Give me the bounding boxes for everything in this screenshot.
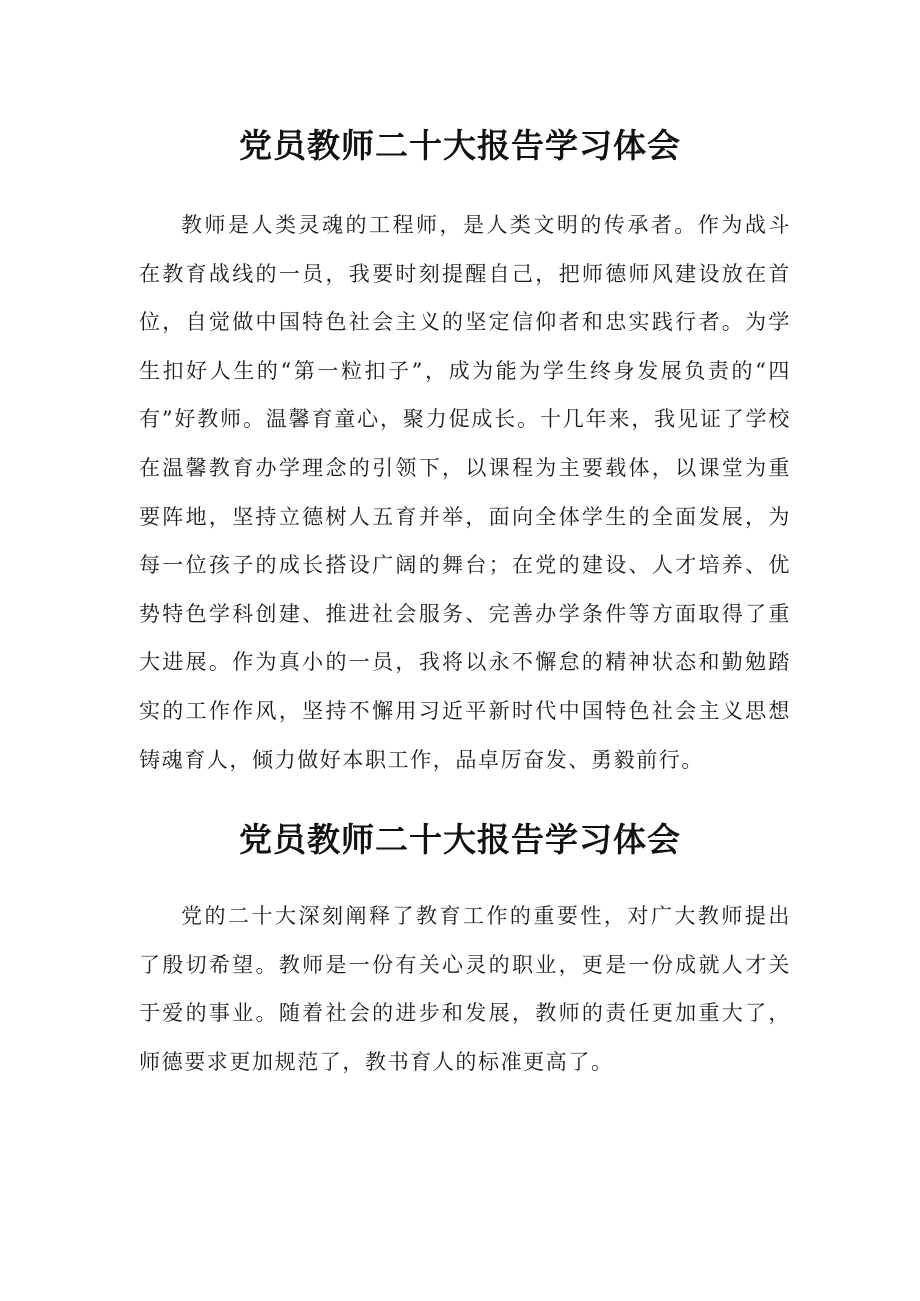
section-body-1: 教师是人类灵魂的工程师，是人类文明的传承者。作为战斗在教育战线的一员，我要时刻提醒自己，把师德师风建设放在首位，自觉做中国特色社会主义的坚定信仰者和忠实践行者。为学生扣好人生的“第一粒扣子”，成为能为学生终身发展负责的“四有”好教师。温馨育童心，聚力促成长。十几年来，我见证了学校在温馨教育办学理念的引领下，以课程为主要载体，以课堂为重要阵地，坚持立德树人五育并举，面向全体学生的全面发展，为每一位孩子的成长搭设广阔的舞台；在党的建设、人才培养、优势特色学科创建、推进社会服务、完善办学条件等方面取得了重大进展。作为真小的一员，我将以永不懈怠的精神状态和勤勉踏实的工作作风，坚持不懈用习近平新时代中国特色社会主义思想铸魂育人，倾力做好本职工作，品卓厉奋发、勇毅前行。 [139,213,791,772]
section-body-2: 党的二十大深刻阐释了教育工作的重要性，对广大教师提出了殷切希望。教师是一份有关心灵的职业，更是一份成就人才关于爱的事业。随着社会的进步和发展，教师的责任更加重大了，师德要求更加规范了，教书育人的标准更高了。 [139,904,791,1074]
section-title-1: 党员教师二十大报告学习体会 [239,126,681,165]
section-title-2: 党员教师二十大报告学习体会 [239,820,681,859]
